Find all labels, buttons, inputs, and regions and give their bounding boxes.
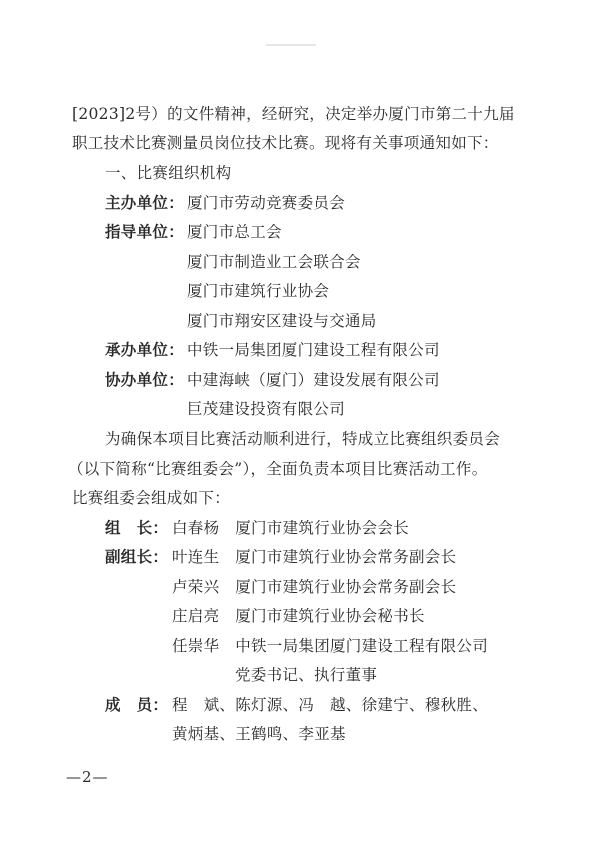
- deputy-value-2: 卢荣兴 厦门市建筑行业协会常务副会长: [172, 578, 457, 596]
- host-label: 主办单位：: [105, 193, 185, 212]
- undertake-label: 承办单位：: [105, 340, 185, 359]
- intro-line-1: [2023]2号）的文件精神，经研究，决定举办厦门市第二十九届: [72, 105, 515, 123]
- members-label: 成 员：: [105, 695, 169, 714]
- assist-label: 协办单位：: [105, 370, 185, 389]
- members-line-1: 程 斌、陈灯源、冯 越、徐建宁、穆秋胜、: [172, 696, 489, 714]
- deputy-value-4: 任崇华 中铁一局集团厦门建设工程有限公司: [172, 637, 489, 655]
- intro-line-2: 职工技术比赛测量员岗位技术比赛。现将有关事项通知如下：: [72, 134, 499, 152]
- assist-value-1: 中建海峡（厦门）建设发展有限公司: [187, 371, 440, 389]
- undertake-value: 中铁一局集团厦门建设工程有限公司: [187, 341, 440, 359]
- committee-intro-line-3: 比赛组委会组成如下：: [72, 489, 231, 507]
- assist-value-2: 巨茂建设投资有限公司: [187, 400, 346, 418]
- page-number: —2—: [66, 768, 109, 786]
- leader-value: 白春杨 厦门市建筑行业协会会长: [172, 519, 410, 537]
- leader-label: 组 长：: [105, 518, 169, 537]
- committee-intro-line-2: （以下简称“比赛组委会”），全面负责本项目比赛活动工作。: [68, 460, 488, 478]
- deputy-value-4-title: 党委书记、执行董事: [235, 666, 378, 684]
- deputy-value-3: 庄启亮 厦门市建筑行业协会秘书长: [172, 607, 425, 625]
- guide-value-1: 厦门市总工会: [187, 223, 282, 241]
- guide-value-3: 厦门市建筑行业协会: [187, 282, 330, 300]
- host-value: 厦门市劳动竞赛委员会: [187, 194, 346, 212]
- members-line-2: 黄炳基、王鹤鸣、李亚基: [172, 725, 346, 743]
- deputy-label: 副组长：: [105, 547, 169, 566]
- header-mark: [266, 44, 316, 46]
- section-heading: 一、比赛组织机构: [105, 164, 232, 182]
- guide-value-4: 厦门市翔安区建设与交通局: [187, 312, 377, 330]
- guide-label: 指导单位：: [105, 222, 185, 241]
- committee-intro-line-1: 为确保本项目比赛活动顺利进行，特成立比赛组织委员会: [105, 430, 501, 448]
- guide-value-2: 厦门市制造业工会联合会: [187, 253, 361, 271]
- deputy-value-1: 叶连生 厦门市建筑行业协会常务副会长: [172, 548, 457, 566]
